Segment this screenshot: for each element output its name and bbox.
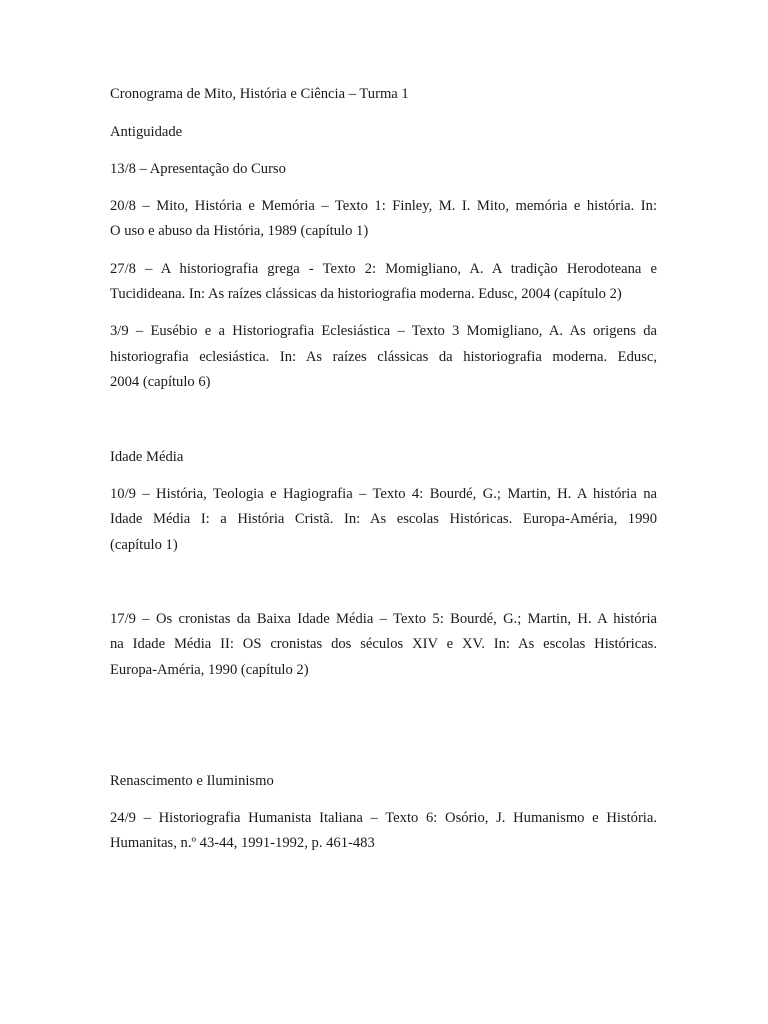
schedule-entry-13-8: 13/8 – Apresentação do Curso	[110, 161, 286, 177]
entry-line: Europa-Améria, 1990 (capítulo 2)	[110, 662, 309, 678]
entry-line: Idade Média I: a História Cristã. In: As escolas Históricas. Europa-Améria, 1990	[110, 511, 657, 527]
section-heading-renascimento-iluminismo: Renascimento e Iluminismo	[110, 773, 274, 789]
entry-line: na Idade Média II: OS cronistas dos séculos XIV e XV. In: As escolas Históricas.	[110, 636, 657, 652]
document-title: Cronograma de Mito, História e Ciência – Turma 1	[110, 86, 409, 102]
entry-line: (capítulo 1)	[110, 537, 178, 553]
entry-line: Tucidideana. In: As raízes clássicas da historiografia moderna. Edusc, 2004 (capítulo 2)	[110, 286, 622, 302]
entry-line: 27/8 – A historiografia grega - Texto 2: Momigliano, A. A tradição Herodoteana e	[110, 261, 657, 277]
entry-line: 17/9 – Os cronistas da Baixa Idade Média – Texto 5: Bourdé, G.; Martin, H. A história	[110, 611, 657, 627]
entry-line: 2004 (capítulo 6)	[110, 374, 211, 390]
section-heading-idade-media: Idade Média	[110, 449, 184, 465]
entry-line: 24/9 – Historiografia Humanista Italiana – Texto 6: Osório, J. Humanismo e História.	[110, 810, 657, 826]
entry-line: 20/8 – Mito, História e Memória – Texto 1: Finley, M. I. Mito, memória e história. In:	[110, 198, 657, 214]
section-heading-antiguidade: Antiguidade	[110, 124, 183, 140]
entry-line: O uso e abuso da História, 1989 (capítulo 1)	[110, 223, 369, 239]
entry-line: 10/9 – História, Teologia e Hagiografia – Texto 4: Bourdé, G.; Martin, H. A história na	[110, 486, 657, 502]
entry-line: Humanitas, n.º 43-44, 1991-1992, p. 461-483	[110, 835, 375, 851]
entry-line: 3/9 – Eusébio e a Historiografia Eclesiástica – Texto 3 Momigliano, A. As origens da	[110, 323, 657, 339]
entry-line: historiografia eclesiástica. In: As raízes clássicas da historiografia moderna. Edusc,	[110, 349, 657, 365]
